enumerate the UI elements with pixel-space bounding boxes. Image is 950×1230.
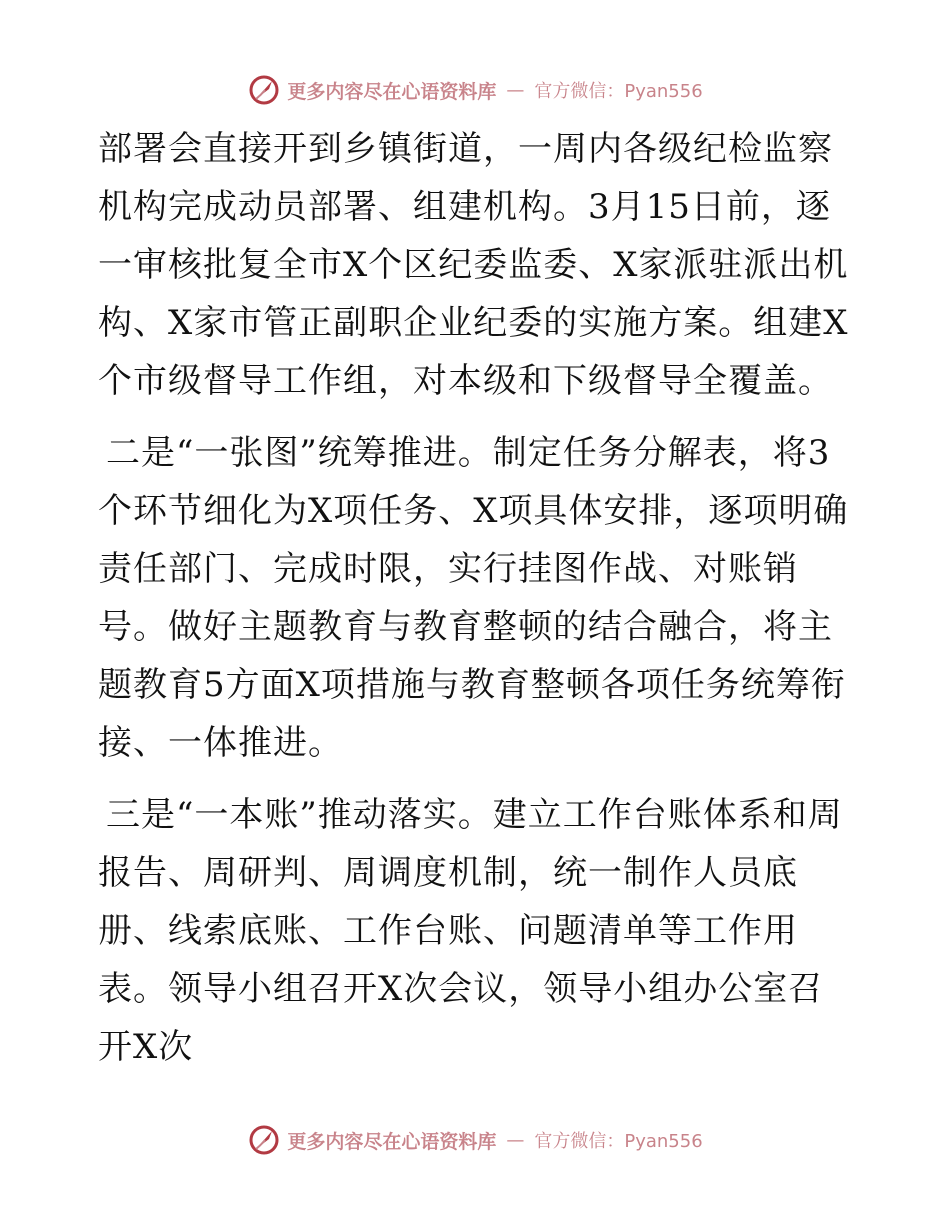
paragraph-1: 部署会直接开到乡镇街道，一周内各级纪检监察机构完成动员部署、组建机构。3月15日前，逐一审核批复全市X个区纪委监委、X家派驻派出机构、X家市管正副职企业纪委的实施方案。组建X个市级督导工作组，对本级和下级督导全覆盖。 xyxy=(98,129,849,401)
watermark-separator: — xyxy=(506,79,525,101)
watermark-site-text: 更多内容尽在心语资料库 xyxy=(287,1130,497,1153)
quill-circle-logo-icon xyxy=(247,1123,281,1157)
paragraph-2: 二是“一张图”统筹推进。制定任务分解表，将3个环节细化为X项任务、X项具体安排，逐项明确责任部门、完成时限，实行挂图作战、对账销号。做好主题教育与教育整顿的结合融合，将主题教育5方面X项措施与教育整顿各项任务统筹衔接、一体推进。 xyxy=(98,433,849,763)
paragraph-3: 三是“一本账”推动落实。建立工作台账体系和周报告、周研判、周调度机制，统一制作人员底册、线索底账、工作台账、问题清单等工作用表。领导小组召开X次会议，领导小组办公室召开X次 xyxy=(98,795,843,1067)
watermark-wechat-text: 官方微信：Pyan556 xyxy=(534,81,703,102)
watermark-site-text: 更多内容尽在心语资料库 xyxy=(287,80,497,103)
document-body xyxy=(98,120,858,1076)
header-watermark xyxy=(0,70,950,110)
watermark-wechat-text: 官方微信：Pyan556 xyxy=(534,1131,703,1152)
footer-watermark xyxy=(0,1120,950,1160)
quill-circle-logo-icon xyxy=(247,73,281,107)
watermark-separator: — xyxy=(506,1129,525,1151)
